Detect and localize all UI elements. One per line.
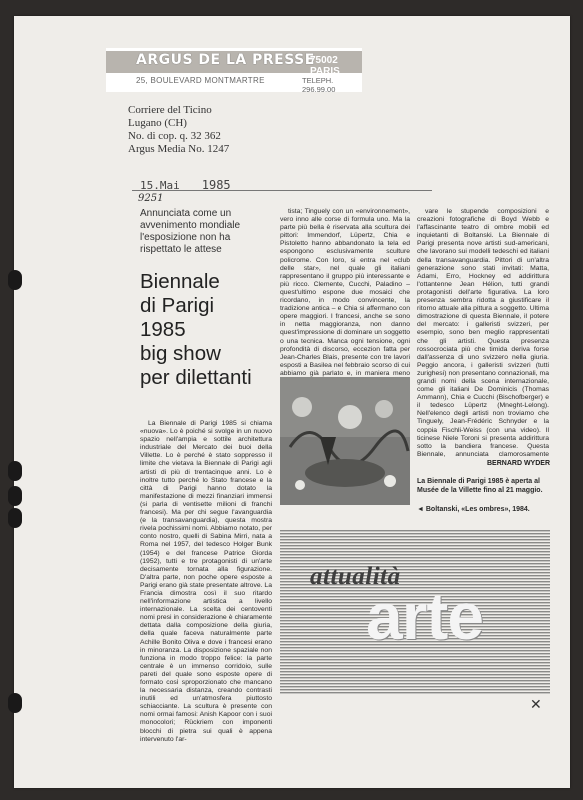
- column-text: tista; Tinguely con un «environnement», vero inno alle corse di formula uno. Ma la parte più bella è riservata alla scultura dei pittori: Immendorf, Lüpertz, Chia e Pistoletto hanno abbandonato la tela ed espongono esclusivamente sculture policrome. Con loro, si entra nel «club delle star», nel quale gli italiani rappresentano il gruppo più interessante e più ricco. Clemente, Cucchi, Paladino – quest'ultimo espone due mosaici che ricordano, in modo convincente, la tradizione antica – e Chia si affermano con opere maggiori. I francesi, anche se sono in netta maggioranza, non danno quest'impressione di dominare un soggetto o una tecnica. Manca ogni tensione, ogni profondità di discorso, eccezion fatta per Jean-Charles Blais, presente con tre lavori esposti a Basilea nel febbraio scorso di cui abbiamo già parlato e, in maniera meno: [280, 208, 410, 377]
- author-signature: BERNARD WYDER: [487, 460, 550, 467]
- photo-image: [280, 377, 410, 505]
- logo-attualita: attualità: [310, 563, 401, 590]
- pen-mark-icon: ✕: [530, 696, 542, 712]
- clip-date-year: 1985: [201, 178, 231, 192]
- title-line: per dilettanti: [140, 366, 252, 389]
- column-text: La Biennale di Parigi 1985 si chiama «nuova». Lo è poiché si svolge in un nuovo spazio nell'ampia e sottile architettura industriale del Mercato dei buoi della Villette. Lo è perché è stato soppresso il limite che vietava la Biennale di Parigi agli artisti di più di trentacinque anni. Lo è inoltre tutto perché lo Stato francese e la città di Parigi hanno dotato la manifestazione di mezzi finanziari immensi (si parla di ventisette milioni di franchi francesi). Ma per chi segue l'avanguardia (e la transavanguardia), questa mostra rivela pochissimi nomi. Abbiamo notato, per conto nostro, quelli di Sabina Mirri, nata a Roma nel 1957, del tedesco Holger Bunk (1954) e del francese Patrice Giorda (1952), tutti e tre protagonisti di un'arte decisamente tornata alla figurazione. D'altra parte, non poche opere esposte a Parigi erano già state presentate altrove. La Francia dimostra così il suo ritardo nell'informazione artistica a livello internazionale. La scelta dei centoventi nomi presi in considerazione è chiaramente dettata dalla composizione della giuria, della quale faceva naturalmente parte Achille Bonito Oliva e dove i francesi erano in minoranza. La disposizione spaziale non funziona in modo troppo felice: la parte centrale è un immenso corridoio, sulle pareti del quale sono esposte opere di formato così sproporzionato che mancano la necessaria distanza, creando contrasti inutili ed un'atmosfera piuttosto schiacciante. La scultura è presente con nomi ormai famosi: Anish Kapoor con i suoi monocolori; Rückriem con imponenti blocchi di pietra sui quali è appena intervenuto l'ar-: [140, 420, 272, 743]
- logo-arte: arte: [366, 579, 484, 653]
- section-logo: [280, 530, 550, 694]
- article-kicker: Annunciata come un avvenimento mondiale l'esposizione non ha rispettato le attese: [140, 208, 241, 255]
- stamp-city: 75002 PARIS: [310, 55, 340, 77]
- binder-hole: [8, 461, 22, 481]
- article-column-2: [280, 208, 410, 386]
- binder-hole: [8, 693, 22, 713]
- title-line: Biennale: [140, 270, 220, 293]
- source-newspaper: Corriere del Ticino: [128, 104, 212, 116]
- divider: [132, 190, 432, 191]
- article-column-3: [417, 208, 549, 458]
- title-line: di Parigi: [140, 294, 215, 317]
- source-place: Lugano (CH): [128, 117, 187, 129]
- binder-hole: [8, 508, 22, 528]
- boltanski-photo: [280, 377, 410, 505]
- stamp-telephone: TELEPH. 296.99.00: [302, 76, 336, 94]
- caption-photo: ◄ Boltanski, «Les ombres», 1984.: [417, 506, 530, 513]
- stamp-address: 25, BOULEVARD MONTMARTRE: [136, 76, 265, 85]
- source-argus-number: Argus Media No. 1247: [128, 143, 230, 155]
- article-title: [140, 270, 252, 390]
- stamp-brand: ARGUS DE LA PRESSE: [136, 52, 315, 68]
- article-column-1: [140, 420, 272, 744]
- handwritten-number: 9251: [138, 193, 164, 204]
- source-block: [128, 104, 229, 156]
- binder-hole: [8, 270, 22, 290]
- source-copies: No. di cop. q. 32 362: [128, 130, 221, 142]
- title-line: big show: [140, 342, 221, 365]
- binder-hole: [8, 486, 22, 506]
- column-text: vare le stupende composizioni e creazioni fotografiche di Boyd Webb e l'affascinante teatro di ombre mobili ed inquietanti di Boltanski. La Biennale di Parigi presenta nove artisti sud-americani, che lavorano sui modelli tedeschi ed italiani della transavanguardia. Pittori di un'altra generazione sono stati invitati: Matta, Adami, Erro, Hockney ed addirittura l'ottantenne Jean Hélion, tutti grandi protagonisti dell'arte figurativa. La loro presenza sembra ridotta a giustificare il ritorno attuale alla pittura a soggetto. Ultima dimostrazione di questa Biennale, il potere del mercato: i galleristi svizzeri, per esempio, sono ben meglio rappresentati che gli artisti. Questa presenza rossocrociata più che timida deriva forse dall'assenza di uno svizzero nella giuria. Peggio ancora, i galleristi svizzeri (tutti zurighesi) non presentano connazionali, ma grandi nomi della scena internazionale, come gli italiani De Dominicis (Thomas Ammann), Chia e Cucchi (Bischofberger) e il tedesco Lüpertz (Mneght-Lelong). Nell'elenco degli artisti non troviamo che Tinguely, Jean-Frédéric Schnyder e la coppia Fischli-Weiss (con una video). Il ticinese Niele Toroni si presenta addirittura sotto la bandiera francese. Questa Biennale, annunciata clamorosamente: [417, 208, 549, 458]
- clip-date-day: 15.Mai: [140, 179, 180, 192]
- title-line: 1985: [140, 318, 186, 341]
- caption-main: La Biennale di Parigi 1985 è aperta al Musée de la Villette fino al 21 maggio.: [417, 478, 543, 494]
- argus-press-stamp: [106, 48, 362, 92]
